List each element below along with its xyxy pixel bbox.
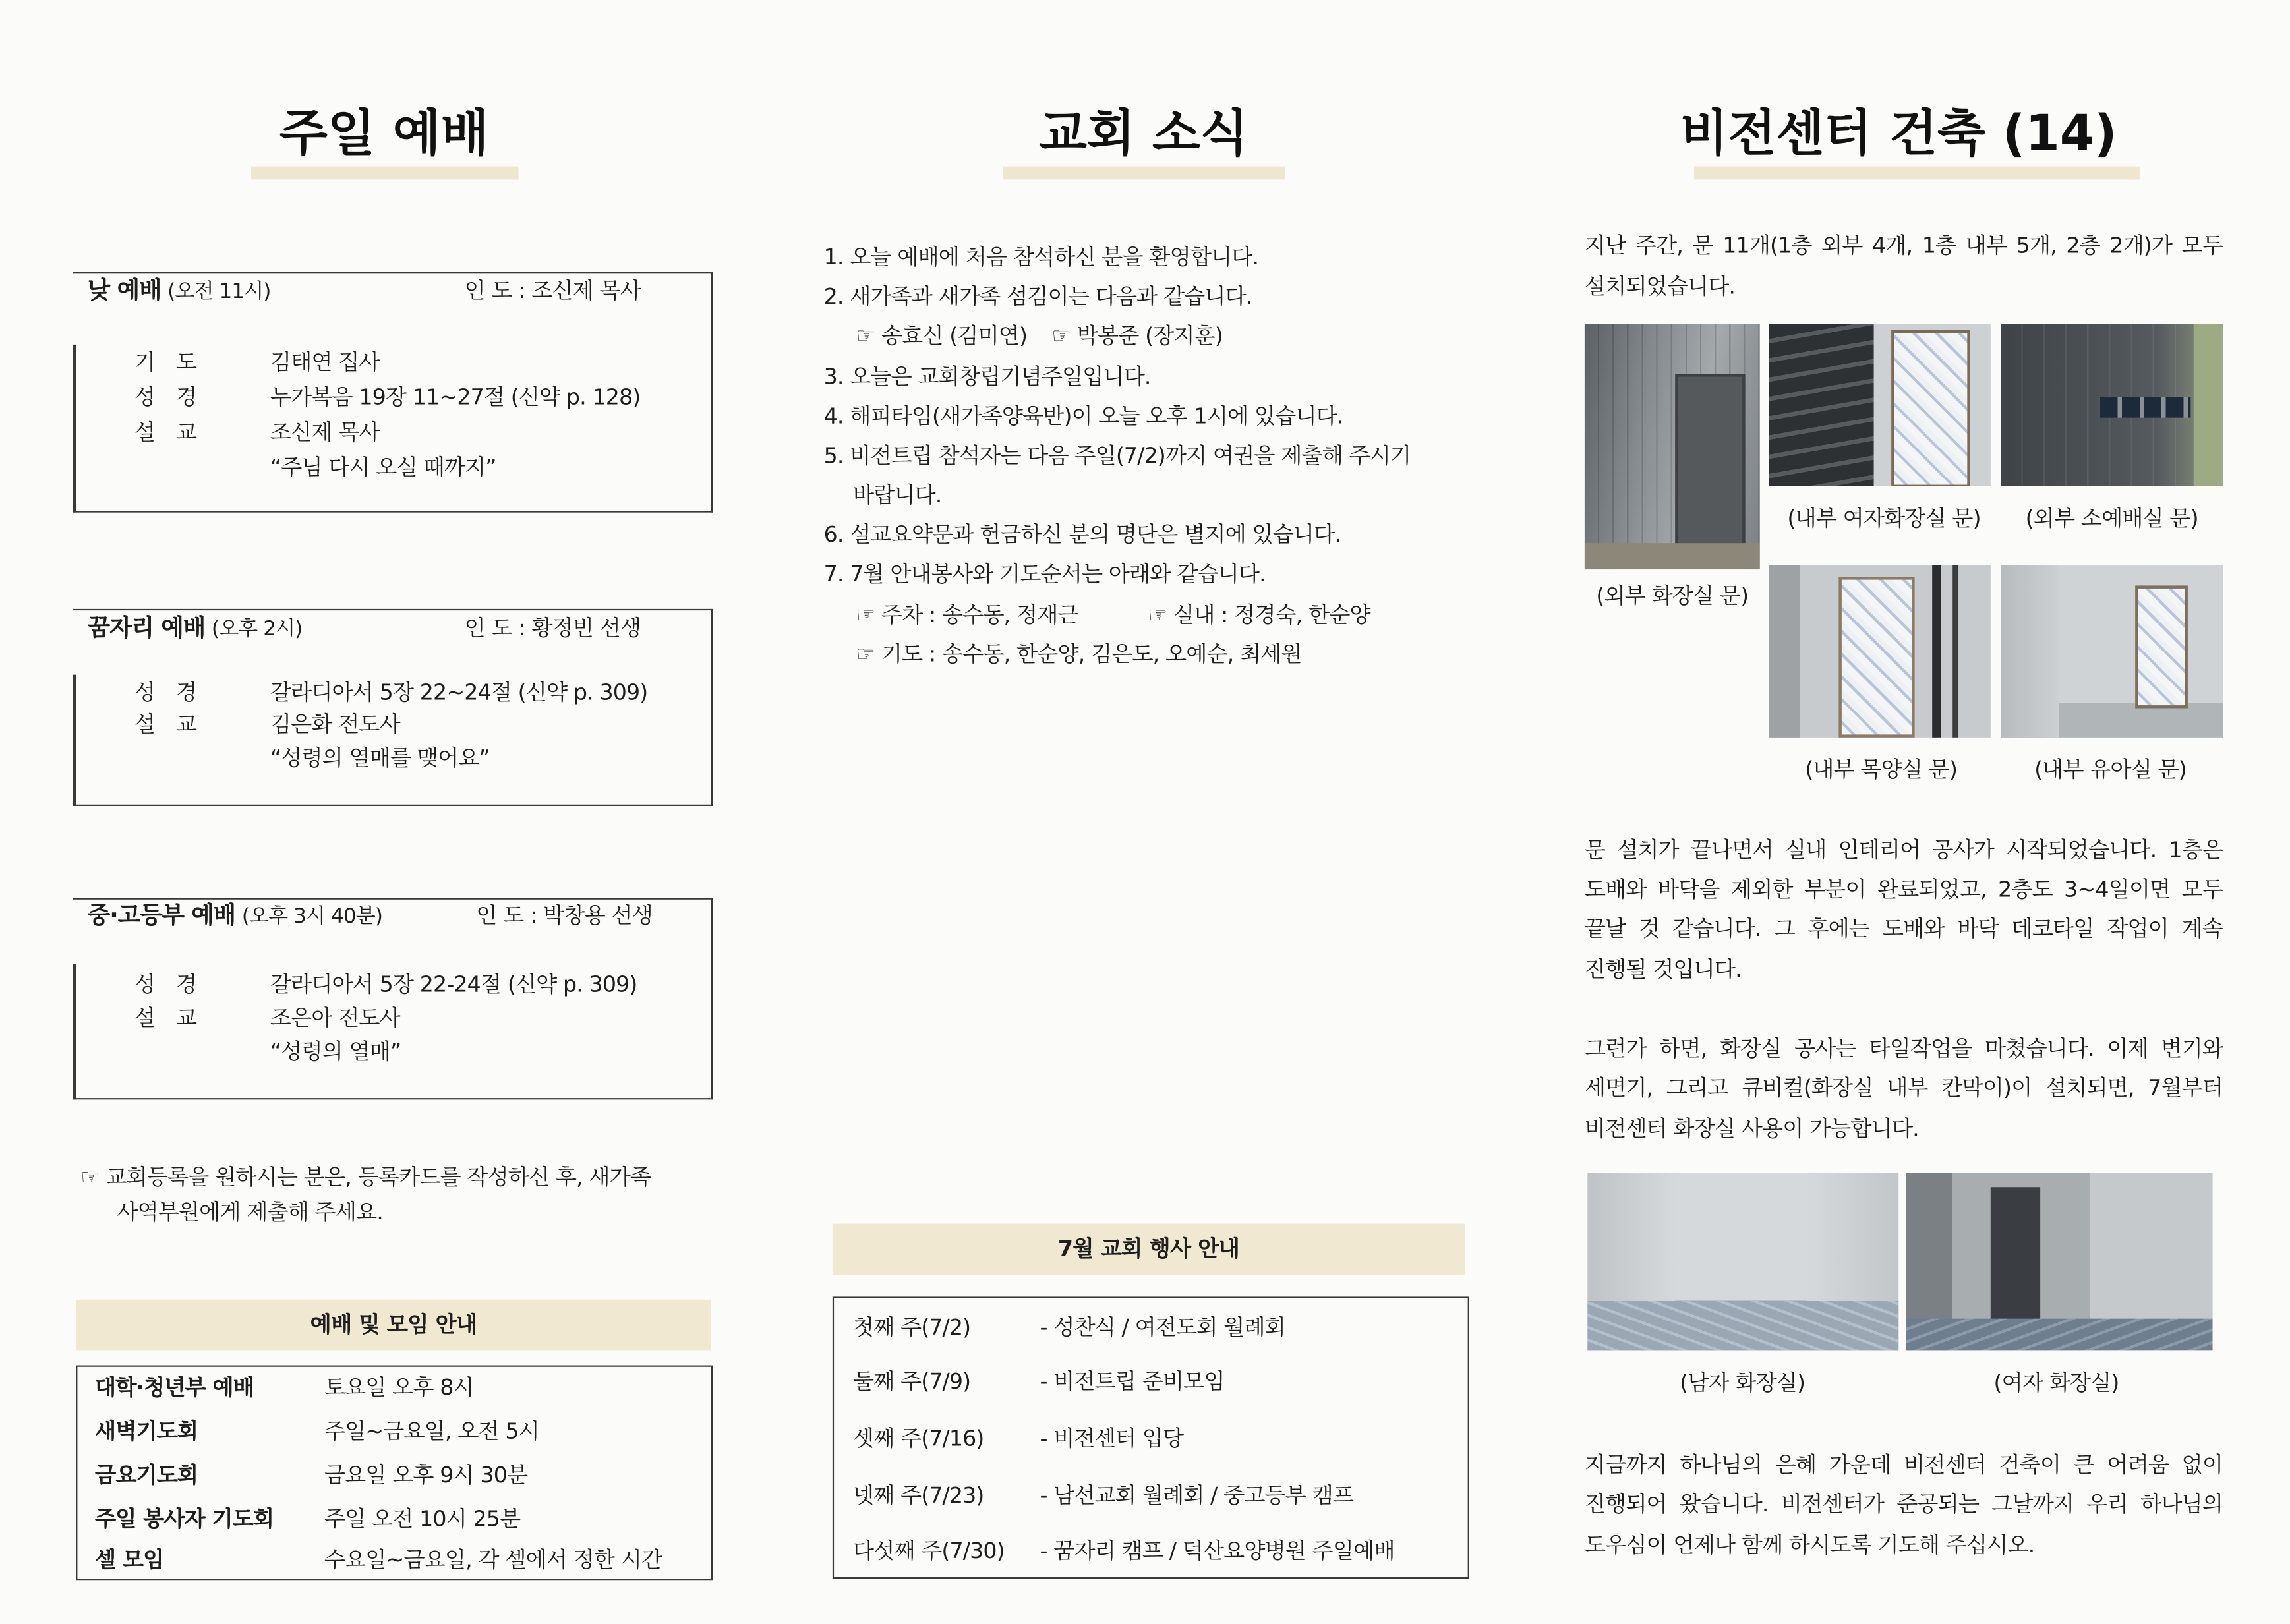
event-week: 다섯째 주(7/30): [852, 1537, 1005, 1564]
service-time: (오후 2시): [211, 618, 303, 641]
schedule-label: 대학·청년부 예배: [95, 1374, 254, 1401]
schedule-label: 셀 모임: [95, 1546, 164, 1573]
row-label: 성 경: [134, 971, 197, 998]
photo-womens-restroom: [1906, 1173, 2212, 1350]
photo-caption: (여자 화장실): [1993, 1370, 2119, 1397]
photo-caption: (내부 여자화장실 문): [1787, 505, 1981, 532]
side-wall: [2001, 565, 2059, 737]
news-subitem: ☞ 기도 : 송수동, 한순양, 김은도, 오예순, 최세원: [856, 641, 1302, 668]
schedule-value: 수요일~금요일, 각 셀에서 정한 시간: [324, 1546, 662, 1573]
row-label: 설 교: [134, 710, 197, 738]
event-desc: - 남선교회 월례회 / 중고등부 캠프: [1040, 1482, 1354, 1509]
event-desc: - 비전센터 입당: [1040, 1425, 1184, 1452]
event-desc: - 비전트립 준비모임: [1040, 1368, 1225, 1395]
door-frame: [1932, 565, 1941, 737]
photo-caption: (외부 화장실 문): [1596, 583, 1749, 609]
news-subitem: ☞ 주차 : 송수동, 정재근: [856, 601, 1078, 628]
side-wall: [1807, 1173, 1899, 1301]
schedule-value: 주일 오전 10시 25분: [324, 1505, 521, 1532]
title-underline: [251, 167, 518, 180]
paragraph-line: 끝날 것 같습니다. 그 후에는 도배와 바닥 데코타일 작업이 계속: [1584, 915, 2223, 942]
service-box-left-border: [73, 675, 75, 806]
schedule-value: 주일~금요일, 오전 5시: [324, 1418, 539, 1445]
title-underline: [1003, 167, 1285, 180]
photo-caption: (내부 목양실 문): [1805, 756, 1958, 783]
service-leader: 인 도 : 박창용 선생: [476, 902, 653, 929]
service-name: 중·고등부 예배: [87, 901, 236, 929]
service-name: 낮 예배: [87, 276, 161, 304]
news-subitem: ☞ 송효신 (김미연): [856, 322, 1028, 349]
service-heading: [88, 902, 382, 930]
service-box-left-border: [73, 964, 75, 1099]
door-shape: [2135, 585, 2188, 708]
service-name: 꿈자리 예배: [87, 613, 206, 641]
service-leader: 인 도 : 조신제 목사: [464, 277, 641, 304]
paragraph-line: 세면기, 그리고 큐비컬(화장실 내부 칸막이)이 설치되면, 7월부터: [1584, 1074, 2223, 1101]
ground: [1585, 543, 1760, 569]
event-week: 둘째 주(7/9): [852, 1368, 971, 1395]
door-shape: [1675, 374, 1745, 549]
row-value: 갈라디아서 5장 22~24절 (신약 p. 309): [270, 679, 648, 706]
photo-outer-chapel-door: [2001, 324, 2223, 486]
news-title: 교회 소식: [1039, 105, 1248, 164]
staircase: [1769, 324, 1874, 486]
paragraph-line: 도우심이 언제나 함께 하시도록 기도해 주십시오.: [1584, 1532, 2035, 1559]
vision-title: 비전센터 건축 (14): [1680, 105, 2117, 164]
schedule-label: 주일 봉사자 기도회: [95, 1505, 274, 1532]
schedule-header: 예배 및 모임 안내: [76, 1300, 711, 1351]
registration-note-cont: 사역부원에게 제출해 주세요.: [117, 1198, 383, 1225]
service-leader: 인 도 : 황정빈 선생: [464, 614, 641, 641]
row-label: 설 교: [134, 1004, 197, 1031]
news-item-cont: 바랍니다.: [852, 482, 942, 509]
photo-caption: (내부 유아실 문): [2034, 756, 2187, 783]
doorway: [1991, 1187, 2040, 1321]
event-desc: - 성찬식 / 여전도회 월례회: [1040, 1314, 1285, 1341]
side-wall: [1587, 1173, 1675, 1301]
news-item: 3. 오늘은 교회창립기념주일입니다.: [823, 363, 1151, 390]
schedule-label: 새벽기도회: [95, 1418, 198, 1445]
greenery: [2194, 324, 2223, 486]
event-week: 셋째 주(7/16): [852, 1425, 984, 1452]
photo-inner-office-door: [1769, 565, 1991, 737]
events-header: 7월 교회 행사 안내: [833, 1224, 1465, 1275]
news-item: 5. 비전트립 참석자는 다음 주일(7/2)까지 여권을 제출해 주시기: [823, 442, 1411, 469]
door-frame: [1952, 565, 1958, 737]
news-item: 1. 오늘 예배에 처음 참석하신 분을 환영합니다.: [823, 243, 1259, 270]
door-shape: [1838, 577, 1914, 738]
row-label: 기 도: [134, 349, 197, 376]
row-label: 설 교: [134, 419, 197, 446]
photo-mens-restroom: [1587, 1173, 1898, 1350]
paragraph-line: 진행될 것입니다.: [1584, 956, 1742, 983]
paragraph-line: 그런가 하면, 화장실 공사는 타일작업을 마쳤습니다. 이제 변기와: [1584, 1035, 2223, 1062]
paragraph-line: 비전센터 화장실 사용이 가능합니다.: [1584, 1115, 1919, 1142]
row-value: 누가복음 19장 11~27절 (신약 p. 128): [270, 384, 641, 411]
row-label: 성 경: [134, 679, 197, 706]
photo-outer-restroom-door: [1585, 324, 1760, 569]
news-item: 6. 설교요약문과 헌금하신 분의 명단은 별지에 있습니다.: [823, 521, 1341, 548]
service-box-left-border: [73, 345, 75, 513]
event-desc: - 꿈자리 캠프 / 덕산요양병원 주일예배: [1040, 1537, 1395, 1564]
worship-title: 주일 예배: [279, 105, 489, 164]
photo-inner-nursery-door: [2001, 565, 2223, 737]
row-label: 성 경: [134, 384, 197, 411]
news-item: 2. 새가족과 새가족 섬김이는 다음과 같습니다.: [823, 283, 1252, 310]
paragraph-line: 지금까지 하나님의 은혜 가운데 비전센터 건축이 큰 어려움 없이: [1584, 1451, 2223, 1478]
service-heading: [88, 615, 302, 643]
paragraph-line: 지난 주간, 문 11개(1층 외부 4개, 1층 내부 5개, 2층 2개)가 모두: [1584, 232, 2223, 259]
window-row: [2100, 397, 2190, 418]
paragraph-line: 도배와 바닥을 제외한 부분이 완료되었고, 2층도 3~4일이면 모두: [1584, 876, 2223, 903]
row-value: 조은아 전도사: [270, 1004, 400, 1031]
floor: [1906, 1319, 2212, 1351]
service-time: (오전 11시): [167, 280, 271, 304]
service-heading: [88, 277, 271, 305]
row-value: 김태연 집사: [270, 349, 380, 376]
news-item: 4. 해피타임(새가족양육반)이 오늘 오후 1시에 있습니다.: [823, 403, 1343, 430]
floor: [1587, 1301, 1898, 1350]
event-week: 첫째 주(7/2): [852, 1314, 971, 1341]
schedule-label: 금요기도회: [95, 1461, 198, 1488]
row-value: 김은화 전도사: [270, 710, 400, 738]
sermon-title: “주님 다시 오실 때까지”: [270, 454, 496, 480]
news-subitem: ☞ 박봉준 (장지훈): [1051, 322, 1223, 349]
paragraph-line: 설치되었습니다.: [1584, 273, 1736, 300]
event-week: 넷째 주(7/23): [852, 1482, 984, 1509]
door-shape: [1891, 330, 1970, 486]
row-value: 갈라디아서 5장 22-24절 (신약 p. 309): [270, 971, 637, 998]
paragraph-line: 문 설치가 끝나면서 실내 인테리어 공사가 시작되었습니다. 1층은: [1584, 836, 2223, 863]
service-time: (오후 3시 40분): [241, 905, 383, 929]
sermon-title: “성령의 열매”: [270, 1038, 401, 1065]
photo-inner-womens-restroom-door: [1769, 324, 1991, 486]
photo-caption: (남자 화장실): [1680, 1370, 1806, 1397]
row-value: 조신제 목사: [270, 419, 380, 446]
paragraph-line: 진행되어 왔습니다. 비전센터가 준공되는 그날까지 우리 하나님의: [1584, 1491, 2223, 1517]
schedule-value: 금요일 오후 9시 30분: [324, 1461, 528, 1488]
schedule-value: 토요일 오후 8시: [324, 1374, 474, 1401]
news-subitem: ☞ 실내 : 정경숙, 한순양: [1148, 601, 1370, 628]
photo-caption: (외부 소예배실 문): [2025, 505, 2198, 532]
sermon-title: “성령의 열매를 맺어요”: [270, 744, 490, 771]
registration-note: ☞ 교회등록을 원하시는 분은, 등록카드를 작성하신 후, 새가족: [80, 1163, 651, 1190]
title-underline: [1694, 167, 2140, 180]
news-item: 7. 7월 안내봉사와 기도순서는 아래와 같습니다.: [823, 560, 1266, 587]
